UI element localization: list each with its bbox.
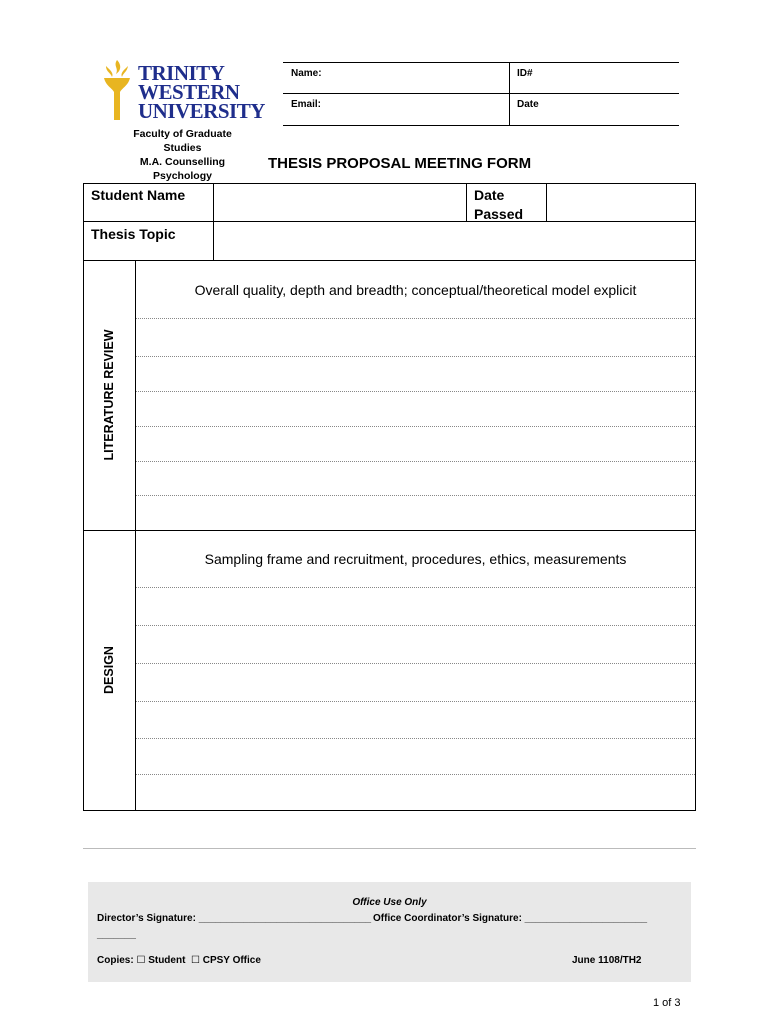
section-separator xyxy=(83,848,696,849)
director-signature-label: Director’s Signature: _______________________________ xyxy=(97,913,372,924)
divider xyxy=(84,260,695,261)
date-passed-label: Date Passed xyxy=(474,187,524,222)
page-number: 1 of 3 xyxy=(653,997,681,1009)
literature-review-label: LITERATURE REVIEW xyxy=(102,329,116,461)
logo-wordmark xyxy=(138,61,265,123)
copies-label: Copies: xyxy=(97,955,134,966)
copies-row xyxy=(97,955,261,966)
office-use-heading: Office Use Only xyxy=(352,897,427,908)
info-row-name xyxy=(283,63,679,94)
form-code: June 1108/TH2 xyxy=(572,955,642,966)
copies-student: Student xyxy=(148,955,186,966)
signature-continuation: _______ xyxy=(97,929,136,940)
faculty-block xyxy=(115,127,250,183)
checkbox-icon[interactable]: ☐ xyxy=(190,955,200,966)
thesis-topic-field[interactable] xyxy=(214,222,695,260)
info-row-email xyxy=(283,94,679,124)
coordinator-signature-label: Office Coordinator’s Signature: ______________________ xyxy=(373,913,648,924)
torch-icon xyxy=(100,58,134,124)
date-label: Date xyxy=(517,99,539,110)
design-criteria: Sampling frame and recruitment, procedures, ethics, measurements xyxy=(204,551,627,567)
literature-review-comments[interactable] xyxy=(136,319,695,529)
id-label: ID# xyxy=(517,68,533,79)
divider xyxy=(84,530,695,531)
name-label: Name: xyxy=(291,68,322,79)
office-use-box xyxy=(88,882,691,982)
date-passed-field[interactable] xyxy=(547,184,695,221)
student-name-field[interactable] xyxy=(214,184,466,221)
email-label: Email: xyxy=(291,99,322,110)
student-info-table xyxy=(283,62,679,126)
info-divider xyxy=(509,63,510,125)
literature-review-criteria: Overall quality, depth and breadth; conceptual/theoretical model explicit xyxy=(194,282,637,298)
design-comments[interactable] xyxy=(136,588,695,810)
logo-line2: WESTERN xyxy=(138,80,240,104)
logo-line3: UNIVERSITY xyxy=(138,99,265,123)
faculty-name: Faculty of Graduate Studies xyxy=(133,128,232,154)
student-name-label: Student Name xyxy=(91,187,186,203)
copies-office: CPSY Office xyxy=(202,955,261,966)
checkbox-icon[interactable]: ☐ xyxy=(136,955,146,966)
form-title: THESIS PROPOSAL MEETING FORM xyxy=(268,155,532,172)
program-name: M.A. Counselling Psychology xyxy=(139,156,226,182)
university-logo xyxy=(100,58,270,124)
divider xyxy=(466,184,467,222)
thesis-topic-label: Thesis Topic xyxy=(91,226,176,242)
design-label: DESIGN xyxy=(102,646,116,694)
logo-line1: TRINITY xyxy=(138,61,225,85)
proposal-table xyxy=(83,183,696,811)
